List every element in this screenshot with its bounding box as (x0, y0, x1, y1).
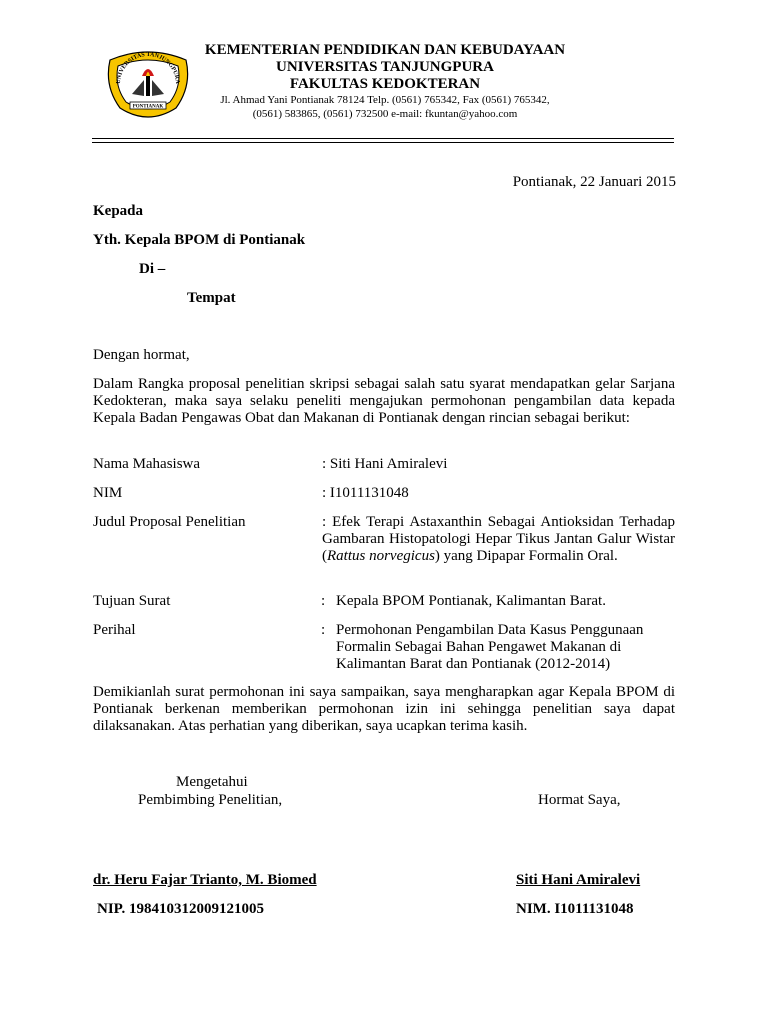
salutation: Dengan hormat, (93, 347, 190, 363)
purpose-label: Tujuan Surat (93, 593, 171, 609)
supervisor-nip: NIP. 198410312009121005 (97, 901, 264, 917)
faculty-name: FAKULTAS KEDOKTERAN (289, 76, 481, 92)
proposal-title-label: Judul Proposal Penelitian (93, 514, 246, 530)
subject-colon: : (321, 622, 326, 638)
recipient-to: Kepada (93, 203, 144, 219)
ministry-name: KEMENTERIAN PENDIDIKAN DAN KEBUDAYAAN (204, 42, 566, 58)
proposal-title-text-pre: : Efek Terapi Astaxanthin Sebagai Antioksidan Terhadap Gambaran Histopatologi Hepar Tikus Jantan Galur Wistar ( (322, 514, 675, 564)
acknowledge-label: Mengetahui (176, 774, 248, 790)
address-line-2: (0561) 583865, (0561) 732500 e-mail: fkuntan@yahoo.com (252, 108, 518, 120)
nim-label: NIM (93, 485, 123, 501)
university-logo (106, 46, 190, 122)
header-divider-thick (92, 138, 674, 139)
logo-top-text: UNIVERSITAS TANJUNGPURA (115, 51, 181, 84)
recipient-at: Di – (139, 261, 166, 277)
subject-line-3: Kalimantan Barat dan Pontianak (2012-2014) (336, 656, 611, 672)
proposal-title-species: Rattus norvegicus (327, 548, 435, 564)
logo-bottom-text: PONTIANAK (132, 104, 164, 110)
nim-value: : I1011131048 (322, 485, 409, 501)
student-name-value: : Siti Hani Amiralevi (322, 456, 448, 472)
subject-line-1: Permohonan Pengambilan Data Kasus Penggunaan (336, 622, 644, 638)
recipient-place: Tempat (187, 290, 236, 306)
subject-line-2: Formalin Sebagai Bahan Pengawet Makanan di (336, 639, 622, 655)
place-date: Pontianak, 22 Januari 2015 (512, 174, 676, 190)
university-name: UNIVERSITAS TANJUNGPURA (276, 59, 494, 75)
subject-label: Perihal (93, 622, 136, 638)
supervisor-name: dr. Heru Fajar Trianto, M. Biomed (93, 872, 317, 888)
sender-role: Hormat Saya, (538, 792, 621, 808)
sender-name: Siti Hani Amiralevi (516, 872, 641, 888)
supervisor-role: Pembimbing Penelitian, (138, 792, 283, 808)
recipient-name: Yth. Kepala BPOM di Pontianak (93, 232, 306, 248)
letterhead (190, 42, 580, 121)
student-name-label: Nama Mahasiswa (93, 456, 201, 472)
proposal-title-value (322, 514, 675, 565)
intro-paragraph: Dalam Rangka proposal penelitian skripsi sebagai salah satu syarat mendapatkan gelar Sarjana Kedokteran, maka saya selaku peneliti mengajukan permohonan pengambilan data kepada Kepala Badan Pengawas Obat dan Makanan di Pontianak dengan rincian sebagai berikut: (93, 376, 675, 426)
purpose-colon: : (321, 593, 326, 609)
purpose-value: Kepala BPOM Pontianak, Kalimantan Barat. (336, 593, 606, 609)
proposal-title-text-post: ) yang Dipapar Formalin Oral. (434, 548, 618, 564)
address-line-1: Jl. Ahmad Yani Pontianak 78124 Telp. (0561) 765342, Fax (0561) 765342, (220, 94, 550, 106)
closing-paragraph: Demikianlah surat permohonan ini saya sampaikan, saya mengharapkan agar Kepala BPOM di Pontianak berkenan memberikan permohonan izin ini sehingga penelitian saya dapat dilaksanakan. Atas perhatian yang diberikan, saya ucapkan terima kasih. (93, 684, 675, 734)
sender-nim: NIM. I1011131048 (516, 901, 634, 917)
header-divider-thin (92, 142, 674, 143)
